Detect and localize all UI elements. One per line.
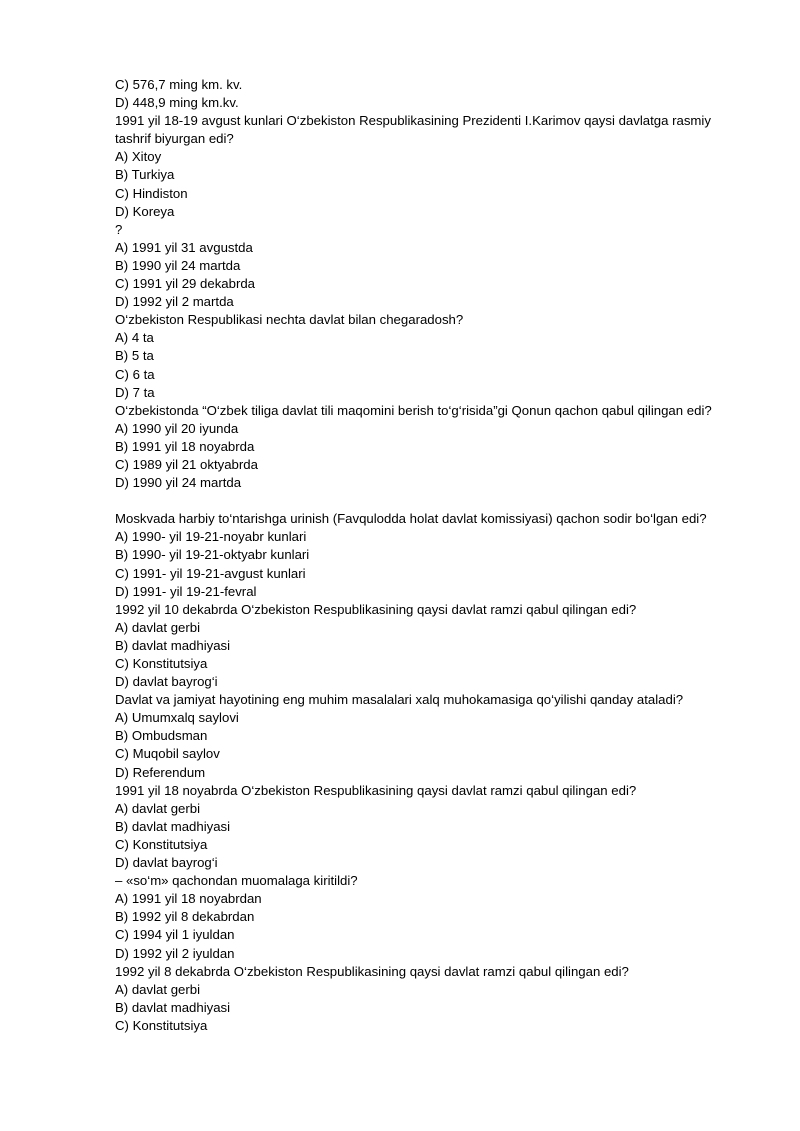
question-line: 1991 yil 18-19 avgust kunlari O‘zbekiston Respublikasining Prezidenti I.Karimov qaysi davlatga rasmiy (115, 113, 711, 129)
answer-option: B) 1990 yil 24 martda (115, 257, 241, 273)
answer-option: C) Konstitutsiya (115, 1017, 208, 1033)
document-body (115, 76, 775, 1035)
answer-option: B) davlat madhiyasi (115, 637, 231, 653)
answer-option: C) 1991- yil 19-21-avgust kunlari (115, 565, 306, 581)
answer-option: A) Xitoy (115, 149, 162, 165)
answer-option: A) davlat gerbi (115, 800, 201, 816)
question-line: O‘zbekistonda “O‘zbek tiliga davlat tili maqomini berish to‘g‘risida”gi Qonun qachon qabul qilingan edi? (115, 402, 712, 418)
answer-option: A) davlat gerbi (115, 981, 201, 997)
answer-option: A) Umumxalq saylovi (115, 710, 239, 726)
answer-option: D) 1992 yil 2 martda (115, 294, 234, 310)
answer-option: B) Turkiya (115, 167, 175, 183)
question-line: ? (115, 221, 123, 237)
question-line: 1992 yil 8 dekabrda O‘zbekiston Respublikasining qaysi davlat ramzi qabul qilingan edi? (115, 963, 629, 979)
answer-option: D) davlat bayrog‘i (115, 674, 218, 690)
answer-option: A) 4 ta (115, 330, 154, 346)
answer-option: D) Referendum (115, 764, 206, 780)
answer-option: A) 1991 yil 31 avgustda (115, 239, 253, 255)
answer-option: D) 448,9 ming km.kv. (115, 95, 239, 111)
answer-option: B) davlat madhiyasi (115, 999, 231, 1015)
answer-option: B) davlat madhiyasi (115, 818, 231, 834)
answer-option: D) 1992 yil 2 iyuldan (115, 945, 235, 961)
answer-option: B) 1992 yil 8 dekabrdan (115, 909, 255, 925)
answer-option: A) 1990- yil 19-21-noyabr kunlari (115, 529, 307, 545)
answer-option: C) Konstitutsiya (115, 836, 208, 852)
answer-option: B) 1990- yil 19-21-oktyabr kunlari (115, 547, 310, 563)
answer-option: C) 1994 yil 1 iyuldan (115, 927, 235, 943)
answer-option: D) 1991- yil 19-21-fevral (115, 583, 257, 599)
answer-option: B) 5 ta (115, 348, 154, 364)
answer-option: C) 576,7 ming km. kv. (115, 77, 243, 92)
question-line: – «so‘m» qachondan muomalaga kiritildi? (115, 873, 358, 889)
answer-option: B) 1991 yil 18 noyabrda (115, 438, 255, 454)
answer-option: D) davlat bayrog‘i (115, 855, 218, 871)
answer-option: C) Konstitutsiya (115, 656, 208, 671)
answer-option: C) 1989 yil 21 oktyabrda (115, 456, 258, 472)
question-line: O‘zbekiston Respublikasi nechta davlat bilan chegaradosh? (115, 312, 464, 328)
question-line: 1992 yil 10 dekabrda O‘zbekiston Respublikasining qaysi davlat ramzi qabul qilingan edi? (115, 601, 637, 617)
answer-option: D) 1990 yil 24 martda (115, 475, 242, 491)
answer-option: C) 1991 yil 29 dekabrda (115, 276, 256, 292)
blank-line (115, 492, 775, 510)
answer-option: C) Muqobil saylov (115, 746, 220, 762)
answer-option: D) 7 ta (115, 384, 155, 400)
question-line: Davlat va jamiyat hayotining eng muhim masalalari xalq muhokamasiga qo‘yilishi qanday ataladi? (115, 692, 684, 708)
question-line: tashrif biyurgan edi? (115, 131, 234, 147)
answer-option: A) davlat gerbi (115, 619, 201, 635)
answer-option: A) 1990 yil 20 iyunda (115, 420, 239, 436)
answer-option: A) 1991 yil 18 noyabrdan (115, 891, 262, 907)
question-line: 1991 yil 18 noyabrda O‘zbekiston Respublikasining qaysi davlat ramzi qabul qilingan edi? (115, 782, 637, 798)
question-line: Moskvada harbiy to‘ntarishga urinish (Favqulodda holat davlat komissiyasi) qachon sodir bo‘lgan edi? (115, 511, 707, 527)
answer-option: C) Hindiston (115, 185, 188, 201)
answer-option: C) 6 ta (115, 366, 155, 382)
answer-option: B) Ombudsman (115, 728, 208, 744)
answer-option: D) Koreya (115, 203, 175, 219)
